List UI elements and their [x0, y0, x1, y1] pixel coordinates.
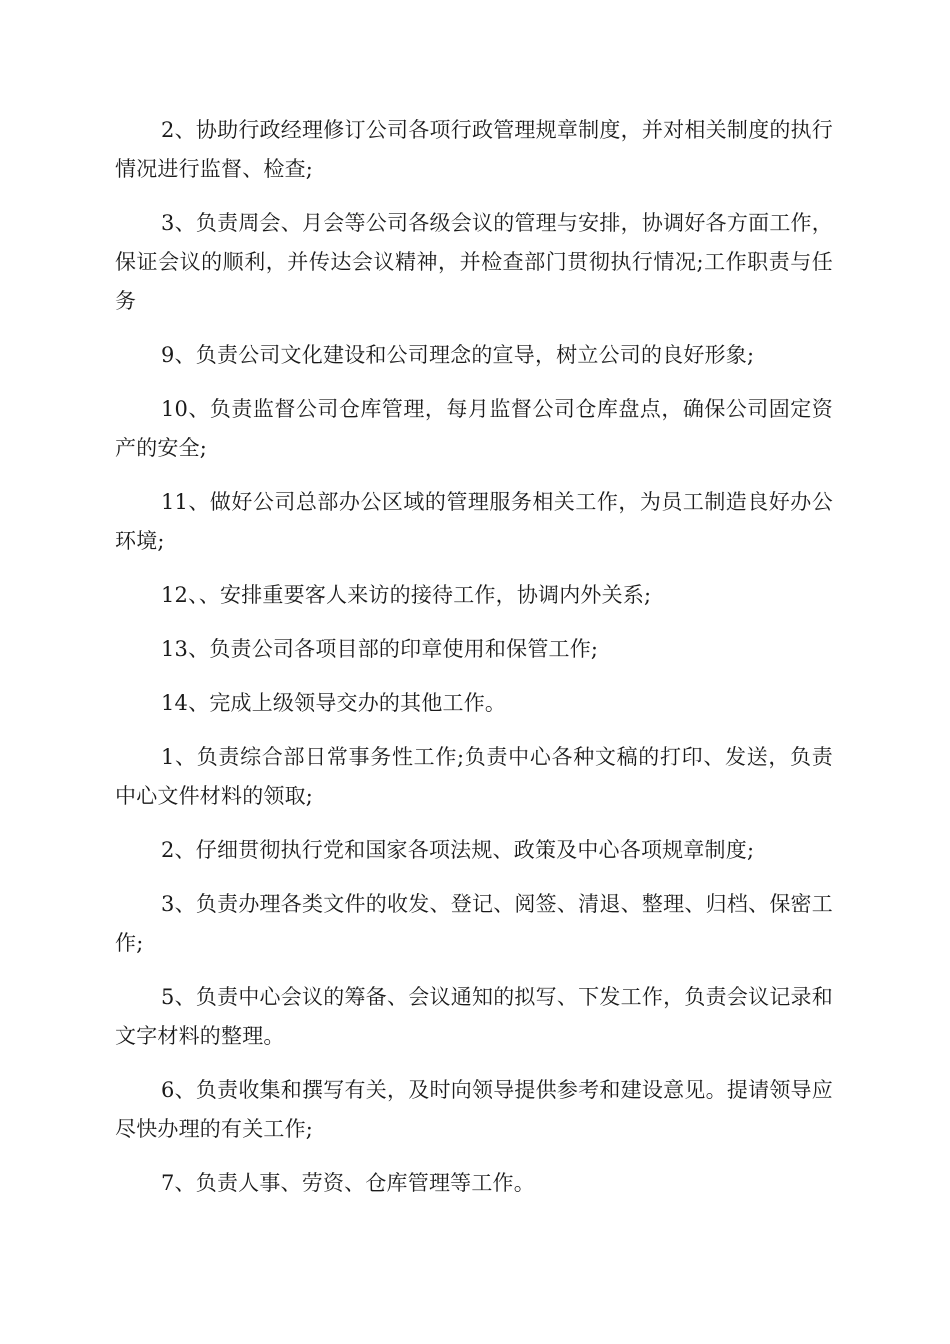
paragraph: 1、负责综合部日常事务性工作;负责中心各种文稿的打印、发送，负责中心文件材料的领取;: [115, 745, 833, 808]
paragraph: 2、仔细贯彻执行党和国家各项法规、政策及中心各项规章制度;: [161, 838, 755, 862]
paragraph: 6、负责收集和撰写有关，及时向领导提供参考和建设意见。提请领导应尽快办理的有关工作;: [115, 1078, 833, 1141]
paragraph: 12、、安排重要客人来访的接待工作，协调内外关系;: [161, 583, 652, 607]
paragraph: 9、负责公司文化建设和公司理念的宣导，树立公司的良好形象;: [161, 343, 755, 367]
paragraph: 3、负责周会、月会等公司各级会议的管理与安排，协调好各方面工作，保证会议的顺利，并传达会议精神，并检查部门贯彻执行情况;工作职责与任务: [115, 211, 833, 313]
paragraph: 13、负责公司各项目部的印章使用和保管工作;: [161, 637, 599, 661]
document-body: [115, 111, 833, 1218]
paragraph: 7、负责人事、劳资、仓库管理等工作。: [161, 1171, 535, 1195]
paragraph: 11、做好公司总部办公区域的管理服务相关工作，为员工制造良好办公环境;: [115, 490, 833, 553]
paragraph: 3、负责办理各类文件的收发、登记、阅签、清退、整理、归档、保密工作;: [115, 892, 833, 955]
paragraph: 5、负责中心会议的筹备、会议通知的拟写、下发工作，负责会议记录和文字材料的整理。: [115, 985, 833, 1048]
paragraph: 10、负责监督公司仓库管理，每月监督公司仓库盘点，确保公司固定资产的安全;: [115, 397, 833, 460]
paragraph: 14、完成上级领导交办的其他工作。: [161, 691, 507, 715]
paragraph: 2、协助行政经理修订公司各项行政管理规章制度，并对相关制度的执行情况进行监督、检查;: [115, 118, 833, 181]
